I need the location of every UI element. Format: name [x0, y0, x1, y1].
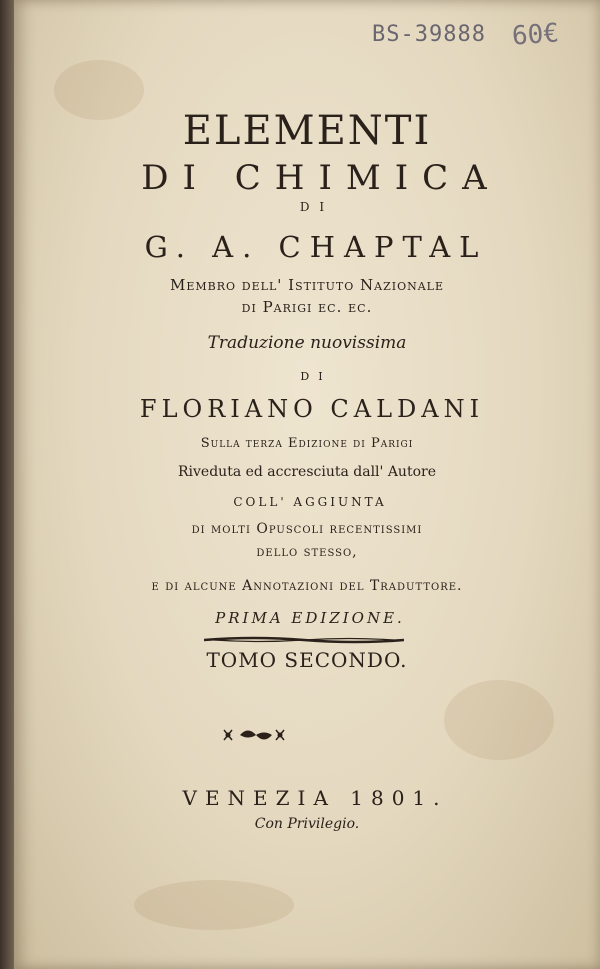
paper-stain [444, 680, 554, 760]
author-role-line-1: Membro dell' Istituto Nazionale [169, 276, 444, 294]
by-word: DI [299, 200, 335, 214]
author-role-line-2: di Parigi ec. ec. [241, 298, 373, 316]
addition-line-2: dello stesso, [256, 544, 358, 560]
revision-note: Riveduta ed accresciuta dall' Autore [178, 464, 436, 480]
book-subtitle: DI CHIMICA [141, 158, 501, 198]
pencil-price-mark: 60€ [511, 18, 560, 52]
addition-note: COLL' AGGIUNTA [233, 495, 387, 509]
decorative-rule [204, 636, 404, 644]
privilege-note: Con Privilegio. [254, 816, 360, 832]
place-and-date: VENEZIA 1801. [182, 786, 448, 810]
paper-stain [134, 880, 294, 930]
edition-statement: PRIMA EDIZIONE. [215, 609, 405, 627]
addition-line-1: di molti Opuscoli recentissimi [191, 521, 423, 537]
translator-name: FLORIANO CALDANI [139, 395, 485, 423]
translation-note: Traduzione nuovissima [207, 333, 407, 353]
edition-source: Sulla terza Edizione di Parigi [200, 436, 414, 451]
by-word: DI [300, 370, 332, 383]
library-shelfmark: BS-39888 [372, 22, 486, 47]
annotations-line: e di alcune Annotazioni del Traduttore. [151, 578, 463, 594]
author-name: G. A. CHAPTAL [144, 230, 488, 264]
volume-label: TOMO SECONDO. [206, 648, 408, 672]
fleuron-ornament-icon [222, 724, 286, 746]
book-title: ELEMENTI [182, 108, 432, 154]
